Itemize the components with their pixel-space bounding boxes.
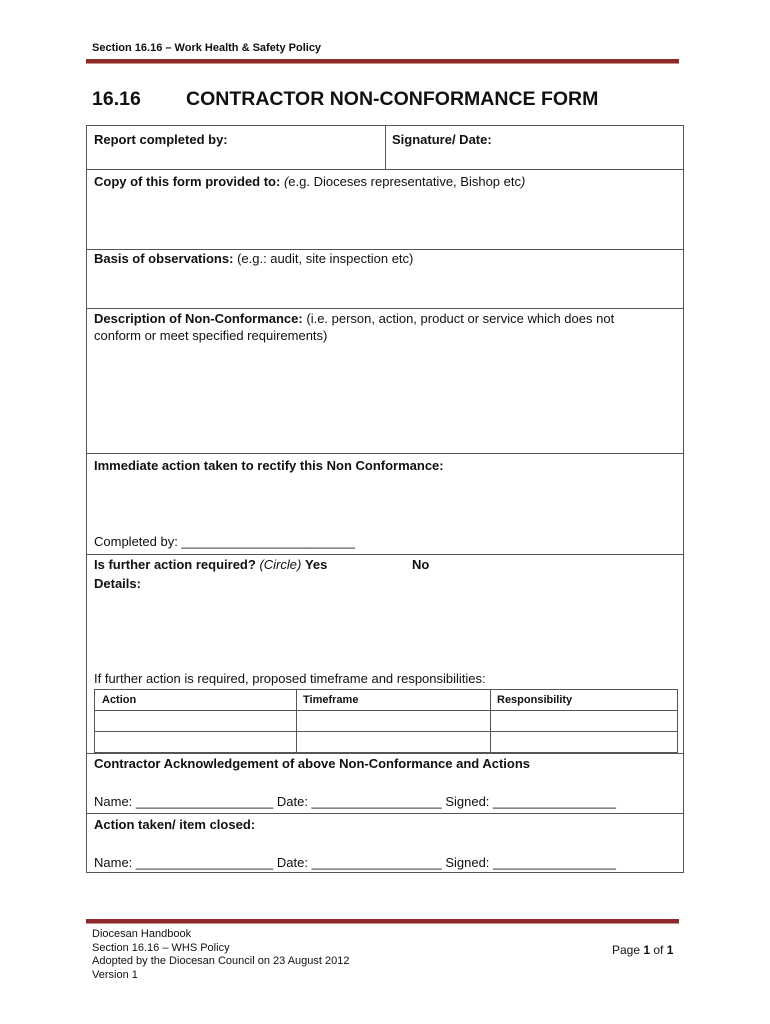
row-divider xyxy=(87,453,683,454)
action-closed-label: Action taken/ item closed: xyxy=(94,817,256,832)
title-number: 16.16 xyxy=(92,88,141,110)
page-header-text: Section 16.16 – Work Health & Safety Policy xyxy=(92,42,322,54)
table-cell-responsibility-2[interactable] xyxy=(491,732,677,752)
acknowledgement-sign-line[interactable]: Name: ___________________ Date: __________________ Signed: _________________ xyxy=(94,794,616,809)
further-action-yes[interactable]: Yes xyxy=(304,557,328,572)
page-current: 1 xyxy=(643,943,651,957)
further-action-label: Is further action required? xyxy=(94,557,256,572)
page-of: of xyxy=(650,943,667,957)
row-divider xyxy=(87,753,683,754)
row-divider xyxy=(87,308,683,309)
footer-rule xyxy=(86,919,679,924)
description-hint-line2: conform or meet specified requirements) xyxy=(94,328,328,343)
details-label: Details: xyxy=(94,576,141,591)
basis-field[interactable] xyxy=(94,251,413,267)
page-total: 1 xyxy=(666,943,674,957)
non-conformance-form xyxy=(86,125,684,873)
timeframe-instruction: If further action is required, proposed timeframe and responsibilities: xyxy=(94,671,486,686)
table-header-action: Action xyxy=(102,694,137,706)
table-cell-responsibility-1[interactable] xyxy=(491,711,677,730)
footer-info xyxy=(92,928,349,982)
title-text: CONTRACTOR NON-CONFORMANCE FORM xyxy=(186,88,599,110)
row-divider xyxy=(87,813,683,814)
copy-provided-hint-close: ) xyxy=(520,174,526,189)
further-action-question xyxy=(94,557,327,573)
footer-section: Section 16.16 – WHS Policy xyxy=(92,941,230,954)
report-completed-by-label: Report completed by: xyxy=(94,132,228,147)
footer-handbook: Diocesan Handbook xyxy=(92,928,192,940)
row-divider xyxy=(87,249,683,250)
row1-divider xyxy=(385,126,386,169)
table-header-responsibility: Responsibility xyxy=(497,694,573,706)
action-closed-sign-line[interactable]: Name: ___________________ Date: __________________ Signed: _________________ xyxy=(94,855,616,870)
description-hint-line1: (i.e. person, action, product or service which does not xyxy=(306,311,615,326)
basis-hint: (e.g.: audit, site inspection etc) xyxy=(237,251,414,266)
copy-provided-hint: e.g. Dioceses representative, Bishop etc xyxy=(288,174,521,189)
page-prefix: Page xyxy=(612,943,644,957)
header-rule xyxy=(86,59,679,64)
row-divider xyxy=(87,169,683,170)
row-divider xyxy=(87,554,683,555)
actions-table xyxy=(94,689,678,753)
description-field[interactable] xyxy=(94,311,614,327)
table-cell-action-1[interactable] xyxy=(95,711,295,730)
table-cell-timeframe-2[interactable] xyxy=(297,732,489,752)
copy-provided-field[interactable] xyxy=(94,174,525,190)
copy-provided-hint-open: ( xyxy=(283,174,289,189)
signature-date-label: Signature/ Date: xyxy=(392,132,492,147)
completed-by-field[interactable]: Completed by: ________________________ xyxy=(94,534,355,549)
immediate-action-label: Immediate action taken to rectify this Non Conformance: xyxy=(94,458,444,473)
further-action-no[interactable]: No xyxy=(412,557,430,572)
table-cell-action-2[interactable] xyxy=(95,732,295,752)
table-cell-timeframe-1[interactable] xyxy=(297,711,489,730)
acknowledgement-label: Contractor Acknowledgement of above Non-Conformance and Actions xyxy=(94,756,531,771)
copy-provided-label: Copy of this form provided to: xyxy=(94,174,281,189)
page-number xyxy=(612,943,673,957)
footer-adopted: Adopted by the Diocesan Council on 23 August 2012 xyxy=(92,955,350,967)
description-label: Description of Non-Conformance: xyxy=(94,311,303,326)
basis-label: Basis of observations: xyxy=(94,251,234,266)
table-header-timeframe: Timeframe xyxy=(303,694,359,706)
further-action-circle-hint: (Circle) xyxy=(259,557,302,572)
footer-version: Version 1 xyxy=(92,968,138,981)
